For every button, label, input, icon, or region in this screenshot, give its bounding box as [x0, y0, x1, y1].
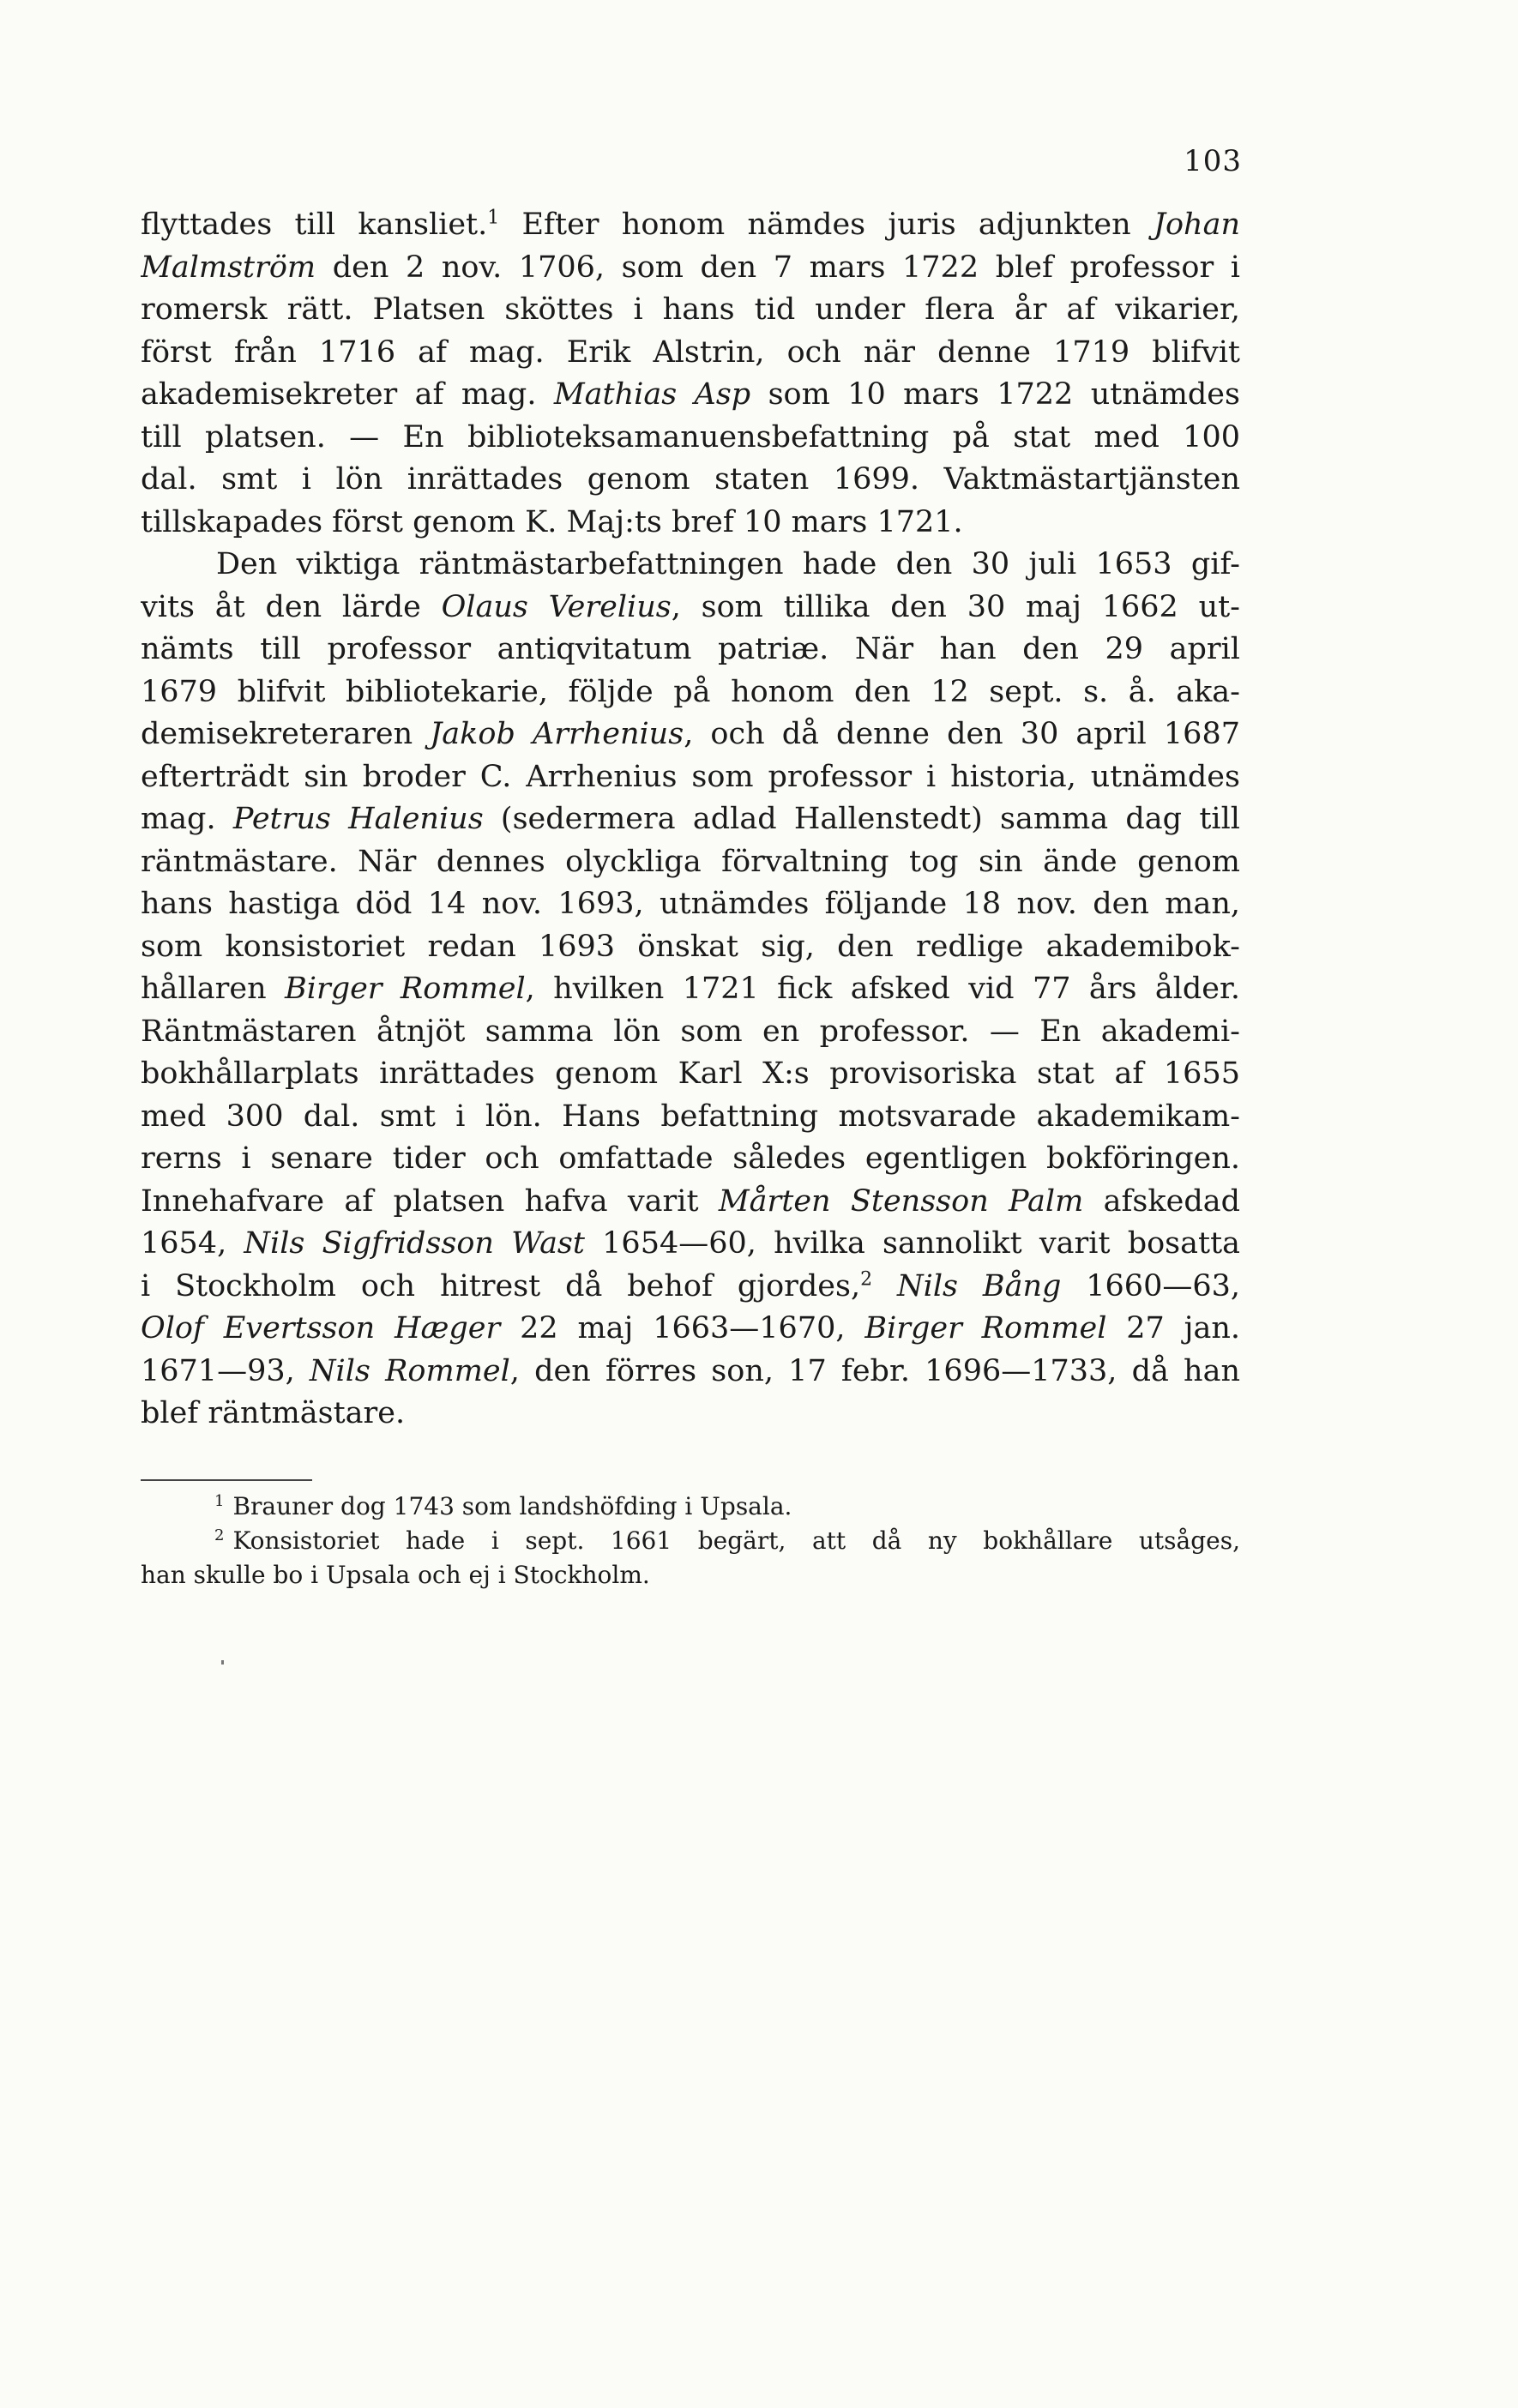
- text-line: Olof Evertsson Hæger 22 maj 1663—1670, Birger Rommel 27 jan.: [141, 1311, 1240, 1345]
- text-line: rerns i senare tider och omfattade således egentligen bokföringen.: [141, 1141, 1240, 1176]
- text-line: till platsen. — En biblioteksamanuensbefattning på stat med 100: [141, 419, 1240, 455]
- footnote-mark: 2: [214, 1526, 225, 1544]
- text-line: i Stockholm och hitrest då behof gjordes,$^2$ Nils Bång 1660—63,: [141, 1267, 1240, 1303]
- text-line: först från 1716 af mag. Erik Alstrin, och när denne 1719 blifvit: [141, 334, 1240, 370]
- paragraph-start: Den viktiga räntmästarbefattningen hade den 30 juli 1653 gif-: [216, 547, 1240, 581]
- footnote-mark: 1: [214, 1491, 225, 1510]
- text-line: flyttades till kansliet.$^1$ Efter honom nämdes juris adjunkten Johan: [141, 207, 1240, 242]
- text-line: nämts till professor antiqvitatum patriæ. När han den 29 april: [141, 632, 1240, 666]
- text-line: efterträdt sin broder C. Arrhenius som professor i historia, utnämdes: [141, 759, 1240, 794]
- text-line: blef räntmästare.: [141, 1396, 406, 1430]
- text-line: akademisekreter af mag. Mathias Asp som 10 mars 1722 utnämdes: [141, 377, 1240, 412]
- text-line: Malmström den 2 nov. 1706, som den 7 mars 1722 blef professor i: [141, 250, 1240, 285]
- text-line: med 300 dal. smt i lön. Hans befattning motsvarade akademikam-: [141, 1099, 1240, 1134]
- text-line: dal. smt i lön inrättades genom staten 1699. Vaktmästartjänsten: [141, 462, 1240, 497]
- text-line: räntmästare. När dennes olyckliga förvaltning tog sin ände genom: [141, 844, 1240, 879]
- body-text: [141, 204, 1240, 1436]
- text-line: 1671—93, Nils Rommel, den förres son, 17 febr. 1696—1733, då han: [141, 1353, 1240, 1388]
- text-line: demisekreteraren Jakob Arrhenius, och då denne den 30 april 1687: [141, 717, 1240, 751]
- text-line: 1654, Nils Sigfridsson Wast 1654—60, hvilka sannolikt varit bosatta: [141, 1226, 1240, 1261]
- text-line: mag. Petrus Halenius (sedermera adlad Hallenstedt) samma dag till: [141, 802, 1240, 836]
- text-line: hans hastiga död 14 nov. 1693, utnämdes följande 18 nov. den man,: [141, 887, 1240, 921]
- text-line: som konsistoriet redan 1693 önskat sig, den redlige akademibok-: [141, 929, 1240, 964]
- footnote-2: $^2$ Konsistoriet hade i sept. 1661 begärt, att då ny bokhållare utsåges,: [214, 1526, 1240, 1555]
- footnote-2-continuation: han skulle bo i Upsala och ej i Stockholm.: [141, 1561, 650, 1589]
- text-line: tillskapades först genom K. Maj:ts bref 10 mars 1721.: [141, 504, 963, 539]
- footnote-ref: 1: [487, 207, 500, 229]
- text-line: romersk rätt. Platsen sköttes i hans tid under flera år af vikarier,: [141, 292, 1240, 327]
- text-line: bokhållarplats inrättades genom Karl X:s provisoriska stat af 1655: [141, 1057, 1240, 1091]
- print-speck: [221, 1660, 224, 1665]
- text-line: hållaren Birger Rommel, hvilken 1721 fick afsked vid 77 års ålder.: [141, 972, 1240, 1006]
- footnote-divider: [141, 1479, 312, 1481]
- footnotes: [141, 1490, 1240, 1592]
- text-line: vits åt den lärde Olaus Verelius, som tillika den 30 maj 1662 ut-: [141, 589, 1240, 624]
- text-line: Räntmästaren åtnjöt samma lön som en professor. — En akademi-: [141, 1014, 1240, 1049]
- footnote-1: $^1$ Brauner dog 1743 som landshöfding i Upsala.: [214, 1491, 792, 1520]
- page-number: 103: [1184, 144, 1242, 178]
- footnote-ref: 2: [860, 1267, 873, 1290]
- text-line: 1679 blifvit bibliotekarie, följde på honom den 12 sept. s. å. aka-: [141, 674, 1240, 709]
- text-line: Innehafvare af platsen hafva varit Mårten Stensson Palm afskedad: [141, 1183, 1240, 1219]
